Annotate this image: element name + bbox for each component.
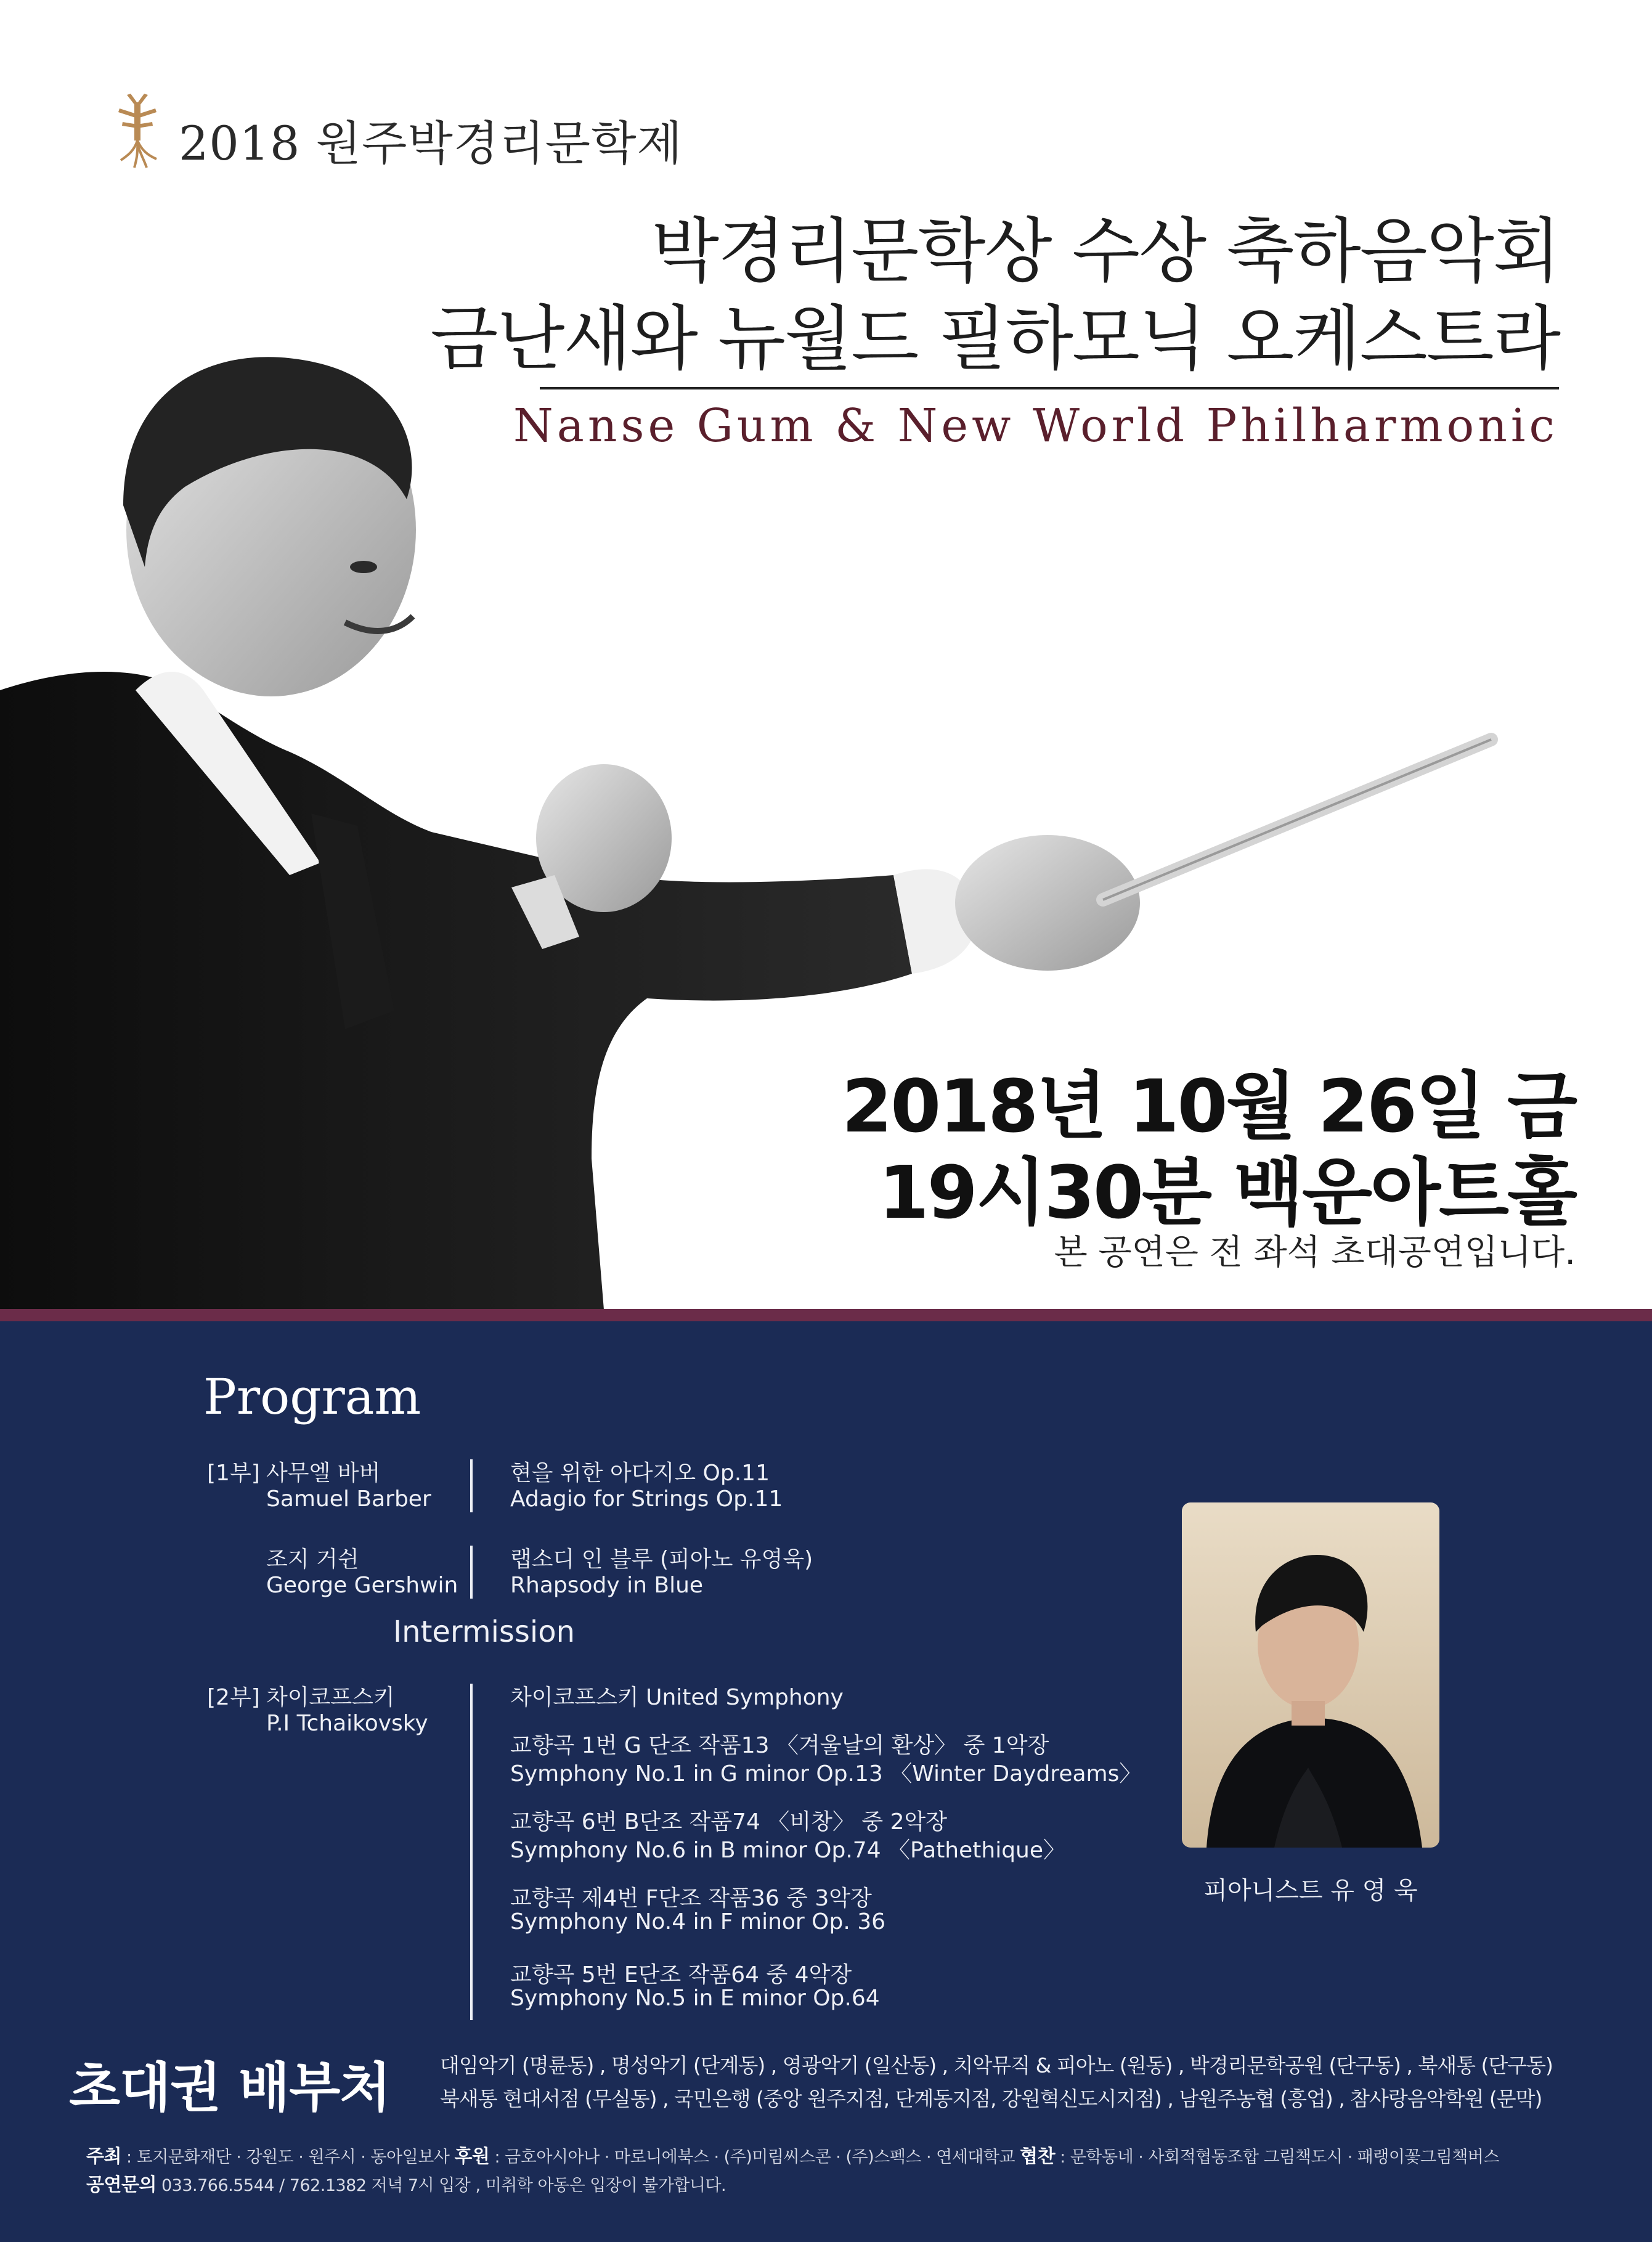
- work-ko: 랩소디 인 블루 (피아노 유영욱): [510, 1547, 813, 1572]
- work-en: Symphony No.5 in E minor Op.64: [510, 1986, 880, 2011]
- organizer-credits: [86, 2141, 1499, 2168]
- sponsor-list: : 금호아시아나 · 마로니에북스 · (주)미림씨스콘 · (주)스펙스 · 연세대학교: [489, 2148, 1020, 2167]
- english-title: Nanse Gum & New World Philharmonic: [513, 399, 1558, 452]
- work-ko: 교향곡 1번 G 단조 작품13 〈겨울날의 환상〉 중 1악장: [510, 1733, 1049, 1758]
- work-ko: 교향곡 6번 B단조 작품74 〈비창〉 중 2악장: [510, 1809, 948, 1835]
- work-ko: 현을 위한 아다지오 Op.11: [510, 1461, 770, 1486]
- pianist-caption: 피아니스트 유 영 욱: [1203, 1877, 1418, 1905]
- inquiry-label: 공연문의: [86, 2174, 157, 2196]
- event-date: 2018년 10월 26일 금: [841, 1064, 1576, 1149]
- part2-label: [2부]: [207, 1685, 260, 1710]
- suite-title: 차이코프스키 United Symphony: [510, 1685, 844, 1710]
- support-label: 협찬: [1020, 2146, 1056, 2167]
- festival-title: 2018 원주박경리문학제: [179, 116, 683, 171]
- free-admission-note: 본 공연은 전 좌석 초대공연입니다.: [1054, 1233, 1576, 1273]
- work-en: Rhapsody in Blue: [510, 1573, 704, 1598]
- ticket-outlets: 대임악기 (명륜동) , 명성악기 (단계동) , 영광악기 (일산동) , 치악뮤직 & 피아노 (원동) , 박경리문학공원 (단구동) , 북새통 (단구동): [440, 2053, 1553, 2077]
- support-list: : 문학동네 · 사회적협동조합 그림책도시 · 패랭이꽃그림책버스: [1055, 2148, 1499, 2167]
- composer-ko: 조지 거쉰: [266, 1547, 359, 1572]
- host-label: 주최: [86, 2146, 121, 2167]
- inquiry-info: [86, 2169, 726, 2196]
- festival-logo-icon: [110, 91, 166, 170]
- inquiry-text: 033.766.5544 / 762.1382 저녁 7시 입장 , 미취학 아동은 입장이 불가합니다.: [156, 2176, 726, 2195]
- work-ko: 교향곡 제4번 F단조 작품36 중 3악장: [510, 1886, 872, 1911]
- event-time-venue: 19시30분 백운아트홀: [878, 1150, 1576, 1235]
- composer-en: Samuel Barber: [266, 1486, 431, 1512]
- composer-en: P.I Tchaikovsky: [266, 1711, 428, 1736]
- composer-en: George Gershwin: [266, 1573, 458, 1598]
- work-en: Symphony No.1 in G minor Op.13 〈Winter Daydreams〉: [510, 1761, 1142, 1787]
- program-separator: [470, 1546, 473, 1599]
- concert-title: 박경리문학상 수상 축하음악회: [651, 210, 1560, 292]
- pianist-photo: [1182, 1502, 1439, 1848]
- intermission-label: Intermission: [393, 1615, 576, 1649]
- concert-subtitle: 금난새와 뉴월드 필하모닉 오케스트라: [430, 298, 1560, 380]
- composer-ko: 차이코프스키: [266, 1685, 395, 1710]
- program-heading: Program: [203, 1368, 421, 1425]
- sponsor-label: 후원: [454, 2146, 490, 2167]
- part1-label: [1부]: [207, 1461, 260, 1486]
- work-ko: 교향곡 5번 E단조 작품64 중 4악장: [510, 1962, 852, 1987]
- work-en: Symphony No.6 in B minor Op.74 〈Pathethique〉: [510, 1838, 1066, 1863]
- accent-divider: [0, 1309, 1652, 1321]
- work-en: Symphony No.4 in F minor Op. 36: [510, 1909, 886, 1934]
- work-en: Adagio for Strings Op.11: [510, 1486, 783, 1512]
- program-separator: [470, 1684, 473, 2020]
- ticket-distribution-heading: 초대권 배부처: [69, 2057, 391, 2119]
- composer-ko: 사무엘 바버: [266, 1461, 381, 1486]
- ticket-outlets: 북새통 현대서점 (무실동) , 국민은행 (중앙 원주지점, 단계동지점, 강원혁신도시지점) , 남원주농협 (흥업) , 참사랑음악학원 (문막): [440, 2087, 1542, 2111]
- host-list: : 토지문화재단 · 강원도 · 원주시 · 동아일보사: [121, 2148, 455, 2167]
- program-separator: [470, 1459, 473, 1512]
